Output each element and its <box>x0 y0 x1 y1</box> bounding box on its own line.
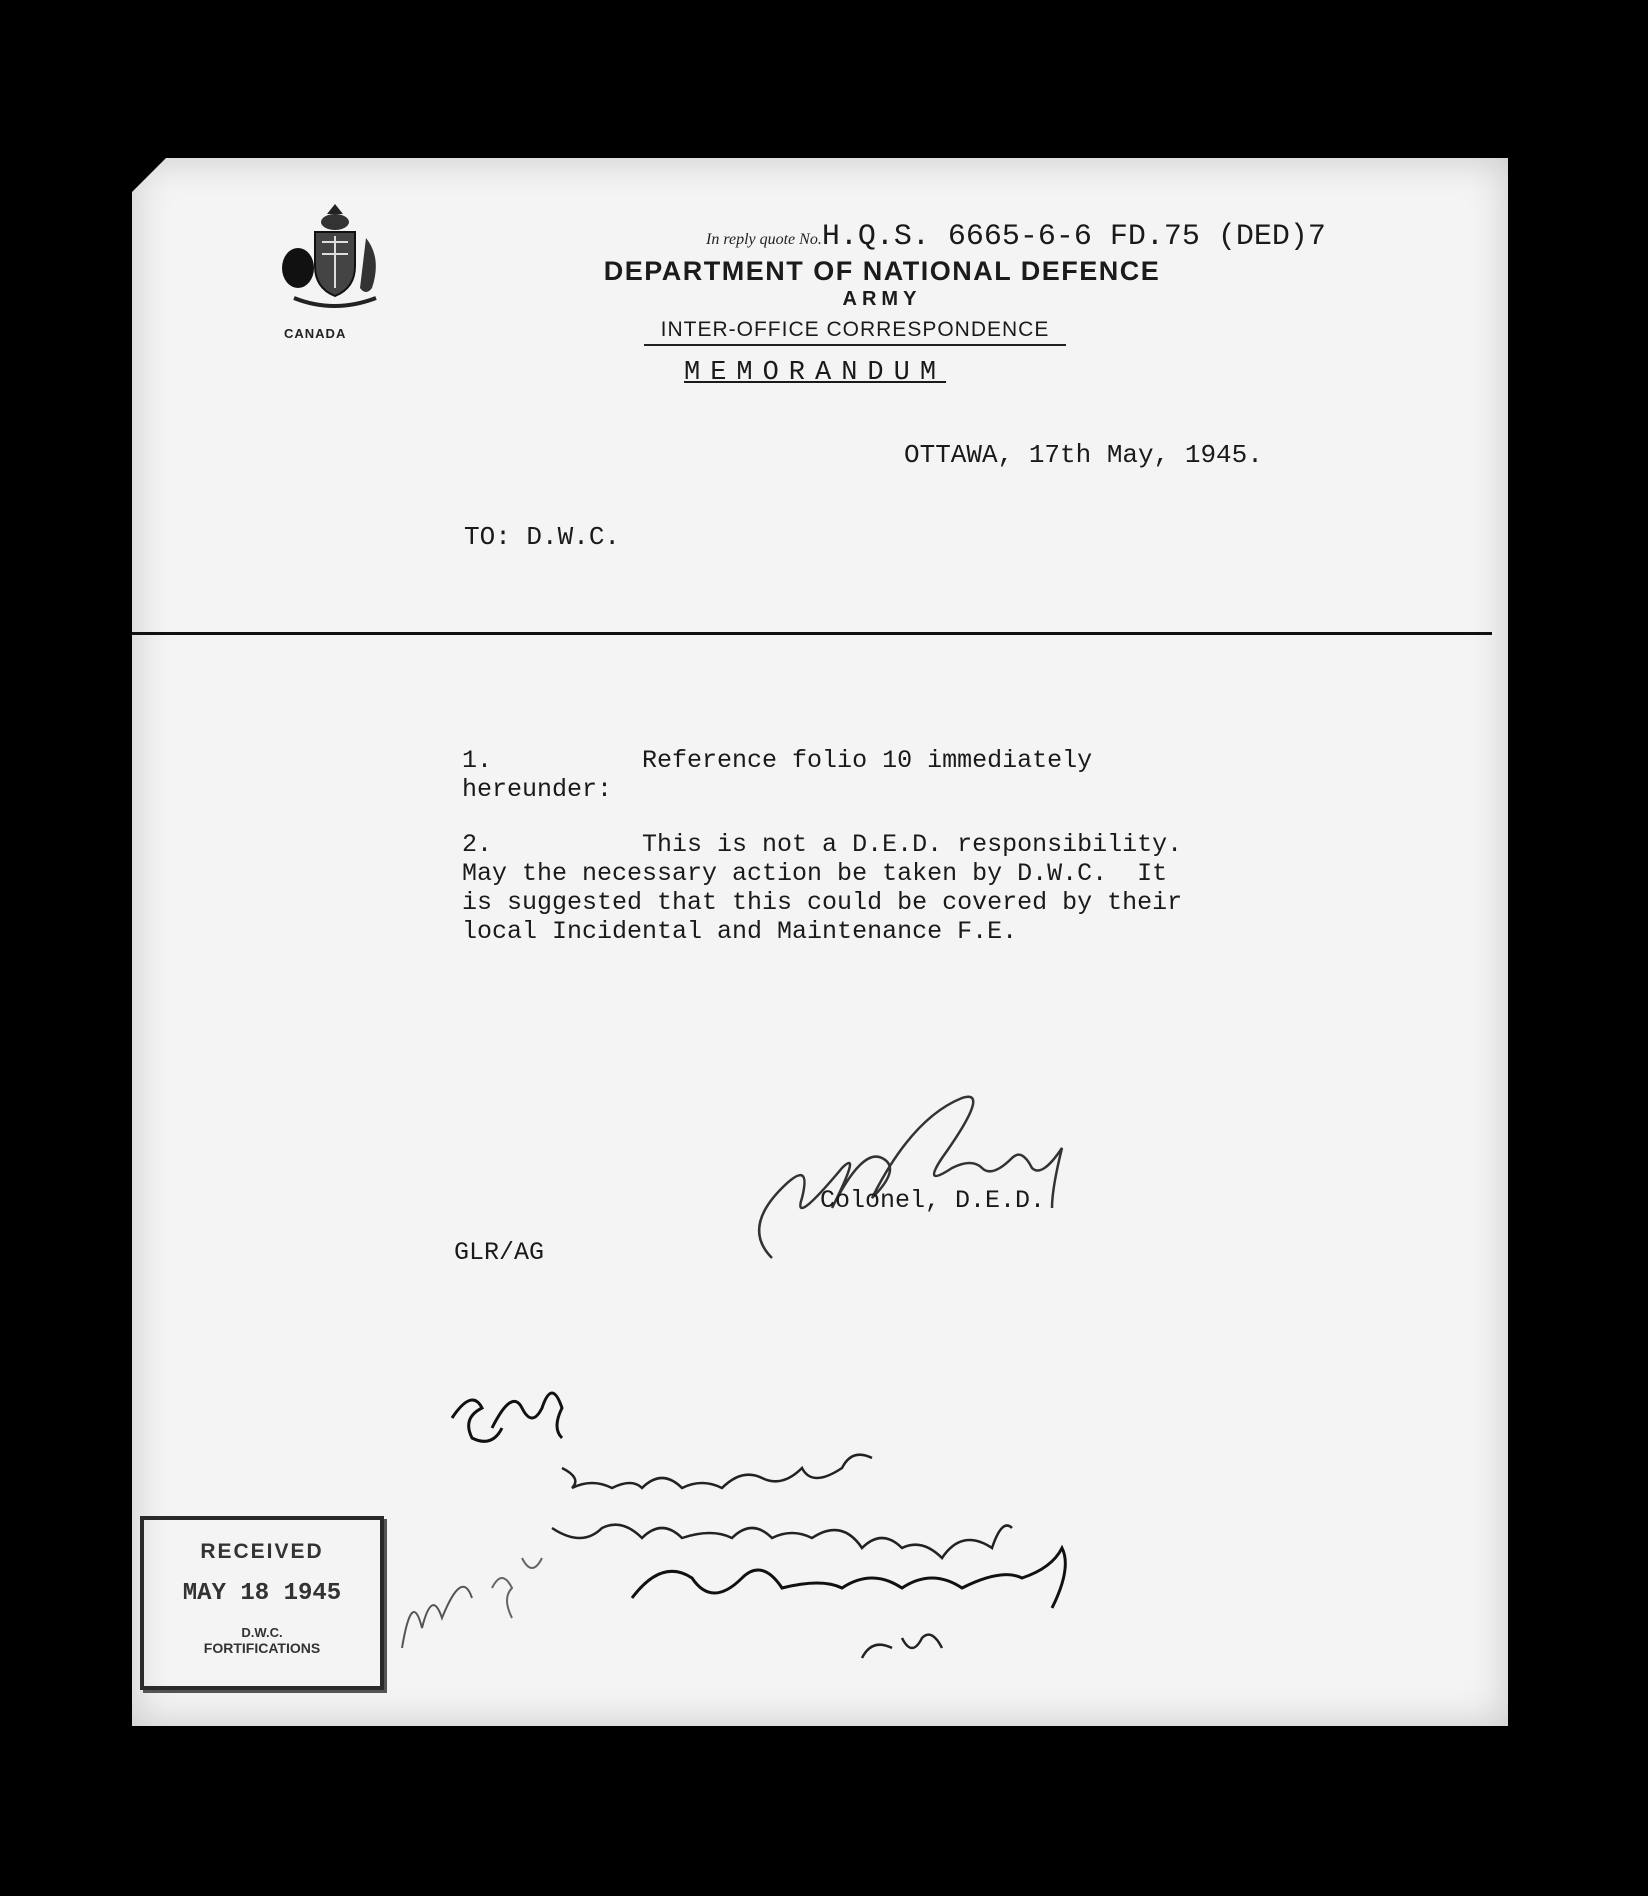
stamp-date: MAY 18 1945 <box>182 1580 342 1607</box>
initial-mark-icon <box>372 1518 552 1668</box>
stamp-received: RECEIVED <box>200 1540 324 1563</box>
stamp-branch: FORTIFICATIONS <box>203 1640 321 1656</box>
paragraph-1: 1. Reference folio 10 immediately hereunder: <box>462 746 1093 804</box>
reply-reference <box>706 220 1326 254</box>
branch-heading: ARMY <box>842 288 922 310</box>
department-heading: DEPARTMENT OF NATIONAL DEFENCE <box>603 256 1161 286</box>
divider <box>132 632 1492 635</box>
reply-prefix: In reply quote No. <box>706 231 822 248</box>
correspondence-heading: INTER-OFFICE CORRESPONDENCE <box>644 318 1066 346</box>
recipient-line: TO: D.W.C. <box>464 522 621 552</box>
memo-title: MEMORANDUM <box>684 358 947 388</box>
reference-initials: GLR/AG <box>454 1238 545 1267</box>
date-line: OTTAWA, 17th May, 1945. <box>904 440 1263 470</box>
crest-caption: CANADA <box>284 326 347 341</box>
memo-page <box>132 158 1508 1726</box>
coat-of-arms-icon <box>280 198 390 318</box>
stamp-office: D.W.C. <box>241 1625 283 1640</box>
signature-scribble-icon <box>712 1058 1152 1278</box>
received-stamp <box>140 1516 384 1690</box>
reply-number: H.Q.S. 6665-6-6 FD.75 (DED)7 <box>821 220 1326 254</box>
signatory-title: Colonel, D.E.D. <box>820 1186 1046 1215</box>
handwritten-note-icon <box>432 1358 1272 1698</box>
paragraph-2: 2. This is not a D.E.D. responsibility. May the necessary action be taken by D.W.C. It is suggested that this could be covered by their local Incidental and Maintenance F.E. <box>462 830 1183 946</box>
